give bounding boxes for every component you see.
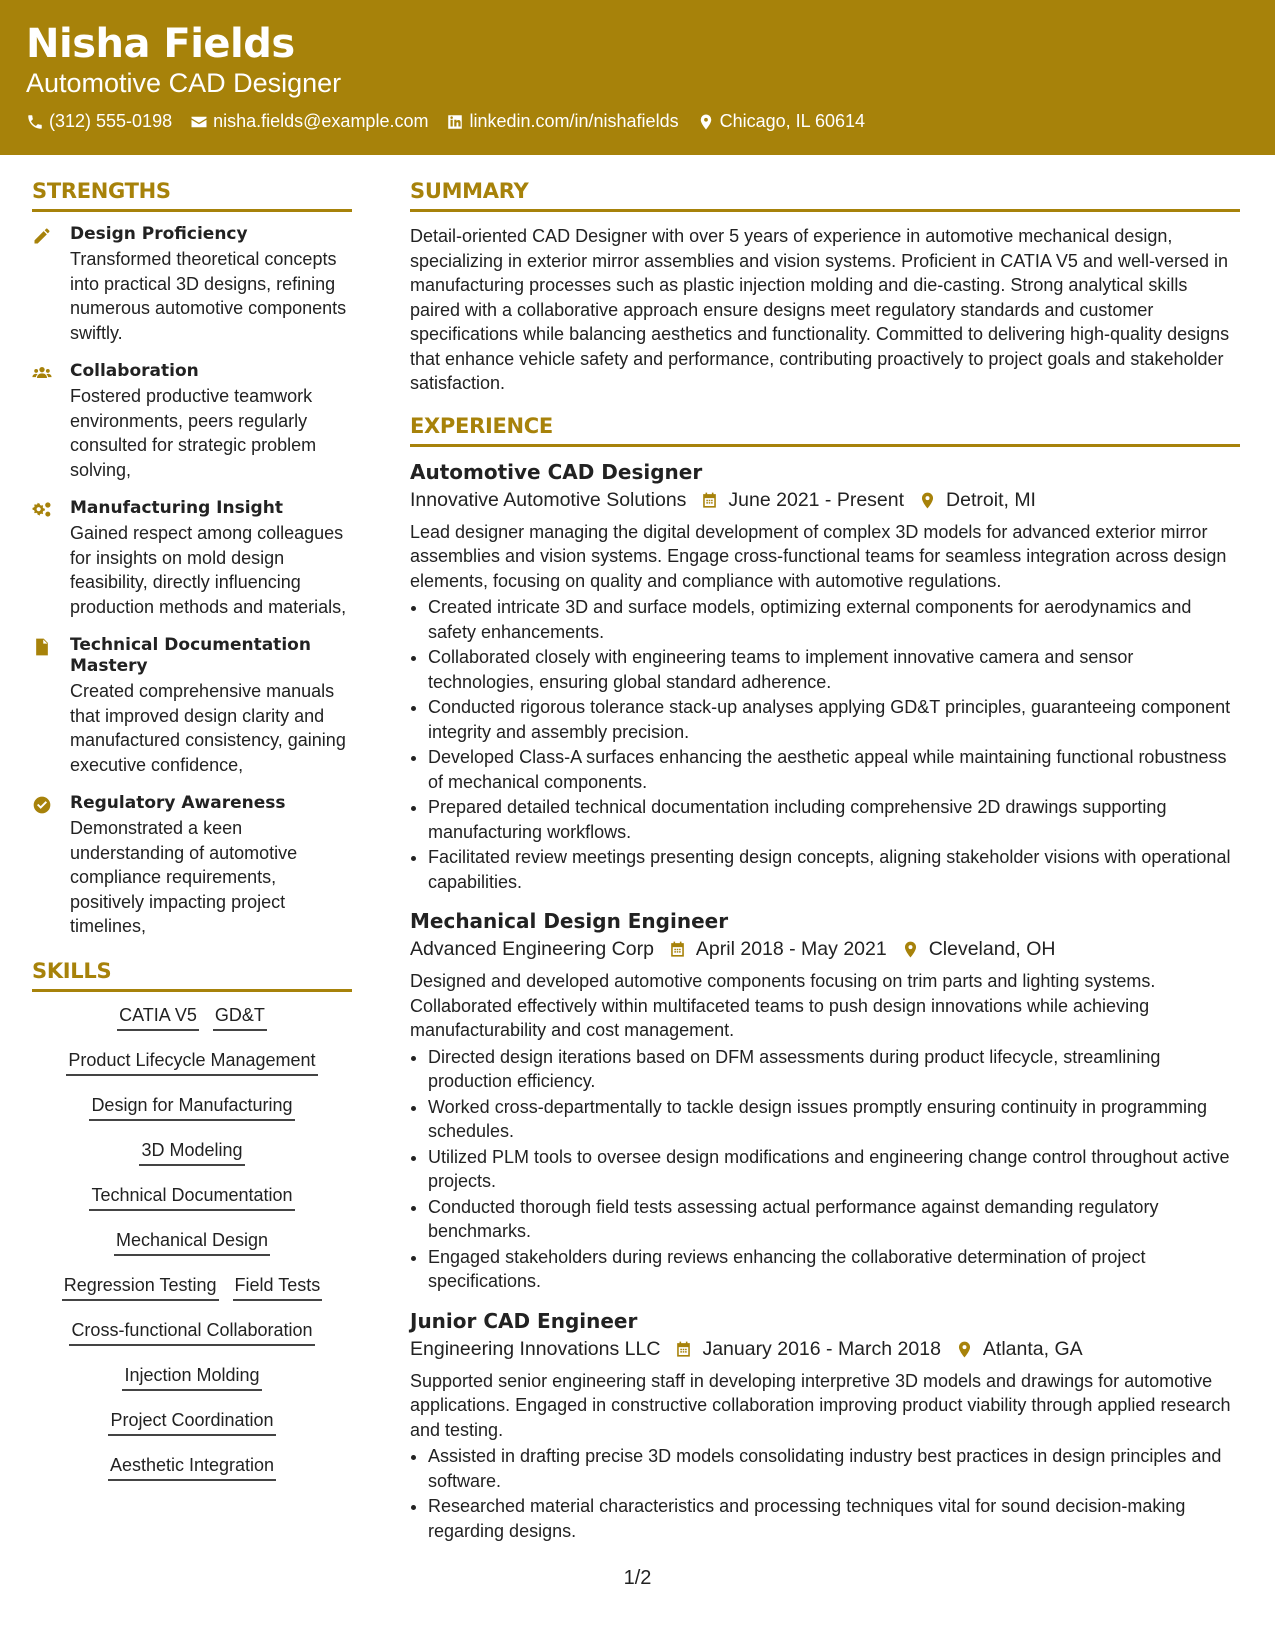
list-item: • Worked cross-departmentally to tackle design issues promptly ensuring continuity in programming schedules. [428,1095,1240,1144]
skills-list [32,1004,352,1481]
skill-tag: CATIA V5 [117,1004,199,1031]
skill-tag: Mechanical Design [114,1229,270,1256]
contact-phone [26,111,172,132]
list-item: • Conducted thorough field tests assessing actual performance against demanding regulatory benchmarks. [428,1195,1240,1244]
job-entry [410,459,1240,895]
skills-heading: SKILLS [32,959,352,992]
strength-title: Manufacturing Insight [70,498,283,518]
strengths-heading: STRENGTHS [32,179,352,212]
job-entry [410,908,1240,1294]
list-item: • Created intricate 3D and surface models, optimizing external components for aerodynamics and safety enhancements. [428,595,1240,644]
strength-desc: Transformed theoretical concepts into practical 3D designs, refining numerous automotive components swiftly. [70,249,347,343]
skill-tag: Technical Documentation [89,1184,294,1211]
list-item: • Engaged stakeholders during reviews enhancing the collaborative determination of project specifications. [428,1245,1240,1294]
strength-item [32,498,352,619]
list-item: • Developed Class-A surfaces enhancing the aesthetic appeal while maintaining functional robustness of mechanical components. [428,745,1240,794]
list-item: • Conducted rigorous tolerance stack-up analyses applying GD&T principles, guaranteeing component integrity and assembly precision. [428,695,1240,744]
contact-bar [26,111,1249,132]
job-description: Designed and developed automotive components focusing on trim parts and lighting systems. Collaborated effectively within multifaceted teams to push design innovations while achieving manufacturability and cost management. [410,971,1156,1040]
strength-title: Collaboration [70,361,199,381]
gears-icon [32,500,52,520]
job-bullets [410,1045,1240,1294]
job-description: Supported senior engineering staff in developing interpretive 3D models and drawings for automotive applications. Engaged in constructive collaboration improving product viability through applied research and testing. [410,1370,1231,1440]
map-pin-icon [955,1340,974,1359]
job-dates: April 2018 - May 2021 [695,938,887,960]
skill-tag: 3D Modeling [139,1139,244,1166]
map-pin-icon [901,940,920,959]
calendar-icon [668,940,687,959]
job-title: Mechanical Design Engineer [410,909,729,933]
linkedin-text[interactable]: linkedin.com/in/nishafields [469,111,679,131]
strength-item [32,635,352,777]
strength-title: Technical Documentation Mastery [70,635,311,676]
job-dates: January 2016 - March 2018 [702,1337,941,1360]
strength-desc: Created comprehensive manuals that improved design clarity and manufactured consistency, gaining executive confidence, [70,681,346,775]
page-number: 1/2 [623,1567,652,1589]
skill-tag: Field Tests [233,1274,323,1301]
list-item: • Collaborated closely with engineering teams to implement innovative camera and sensor technologies, ensuring global standard adherence. [428,645,1240,694]
strength-item [32,361,352,482]
list-item: • Utilized PLM tools to oversee design modifications and engineering change control throughout active projects. [428,1145,1240,1194]
list-item: • Facilitated review meetings presenting design concepts, aligning stakeholder visions with operational capabilities. [428,845,1240,894]
skill-tag: Design for Manufacturing [89,1094,294,1121]
job-location: Cleveland, OH [928,938,1056,960]
job-company: Advanced Engineering Corp [410,938,654,960]
contact-linkedin[interactable] [446,111,678,132]
skill-tag: Injection Molding [122,1364,261,1391]
strength-item [32,224,352,345]
job-location: Detroit, MI [946,488,1036,511]
check-circle-icon [32,795,52,815]
skill-tag: Project Coordination [108,1409,275,1436]
summary-heading: SUMMARY [410,179,1240,212]
summary-text: Detail-oriented CAD Designer with over 5 years of experience in automotive mechanical design, specializing in exterior mirror assemblies and vision systems. Proficient in CATIA V5 and well-versed in manufacturing processes such as plastic injection molding and die-casting. Strong analytical skills paired with a collaborative approach ensure designs meet regulatory standards and customer specifications while balancing aesthetics and functionality. Committed to delivering high-quality designs that enhance vehicle safety and performance, contributing proactively to project goals and stakeholder satisfaction. [410,226,1230,393]
strength-desc: Gained respect among colleagues for insights on mold design feasibility, directly influencing production methods and materials, [70,523,347,617]
resume-header [0,0,1275,155]
strength-desc: Demonstrated a keen understanding of automotive compliance requirements, positively impacting project timelines, [70,818,298,936]
skill-tag: GD&T [213,1004,267,1031]
right-column [410,179,1240,1557]
list-item: • Researched material characteristics and processing techniques vital for sound decision-making regarding designs. [428,1494,1240,1543]
strength-item [32,793,352,939]
candidate-title: Automotive CAD Designer [26,68,342,98]
job-title: Automotive CAD Designer [410,459,703,484]
contact-location [697,111,865,132]
map-pin-icon [697,113,715,131]
job-dates: June 2021 - Present [728,488,905,511]
location-text: Chicago, IL 60614 [719,111,866,131]
envelope-icon [190,113,208,131]
skill-tag: Product Lifecycle Management [66,1049,317,1076]
contact-email[interactable] [190,111,428,132]
list-item: • Assisted in drafting precise 3D models consolidating industry best practices in design principles and software. [428,1444,1240,1493]
pencil-icon [32,226,52,246]
skill-tag: Cross-functional Collaboration [69,1319,314,1346]
job-bullets [410,595,1240,894]
users-icon [32,363,52,383]
phone-icon [26,113,44,131]
map-pin-icon [918,491,937,510]
calendar-icon [700,491,719,510]
experience-heading: EXPERIENCE [410,414,1240,447]
strength-title: Design Proficiency [70,224,248,244]
skill-tag: Aesthetic Integration [108,1454,276,1481]
job-entry [410,1308,1240,1544]
email-text[interactable]: nisha.fields@example.com [213,111,429,131]
left-column [32,179,352,1557]
job-company: Innovative Automotive Solutions [410,488,687,511]
calendar-icon [674,1340,693,1359]
list-item: • Directed design iterations based on DFM assessments during product lifecycle, streamlining production efficiency. [428,1045,1240,1094]
list-item: • Prepared detailed technical documentation including comprehensive 2D drawings supporting manufacturing workflows. [428,795,1240,844]
job-location: Atlanta, GA [982,1337,1083,1360]
job-company: Engineering Innovations LLC [410,1337,661,1360]
strength-title: Regulatory Awareness [70,793,286,813]
phone-text: (312) 555-0198 [49,111,173,131]
job-bullets [410,1444,1240,1543]
job-title: Junior CAD Engineer [410,1308,638,1333]
candidate-name: Nisha Fields [26,21,295,67]
skill-tag: Regression Testing [62,1274,219,1301]
document-icon [32,637,52,657]
linkedin-icon [446,113,464,131]
job-description: Lead designer managing the digital development of complex 3D models for advanced exterior mirror assemblies and vision systems. Engage cross-functional teams for seamless integration across design elements, focusing on quality and compliance with automotive regulations. [410,521,1227,591]
strength-desc: Fostered productive teamwork environments, peers regularly consulted for strategic problem solving, [70,386,317,480]
